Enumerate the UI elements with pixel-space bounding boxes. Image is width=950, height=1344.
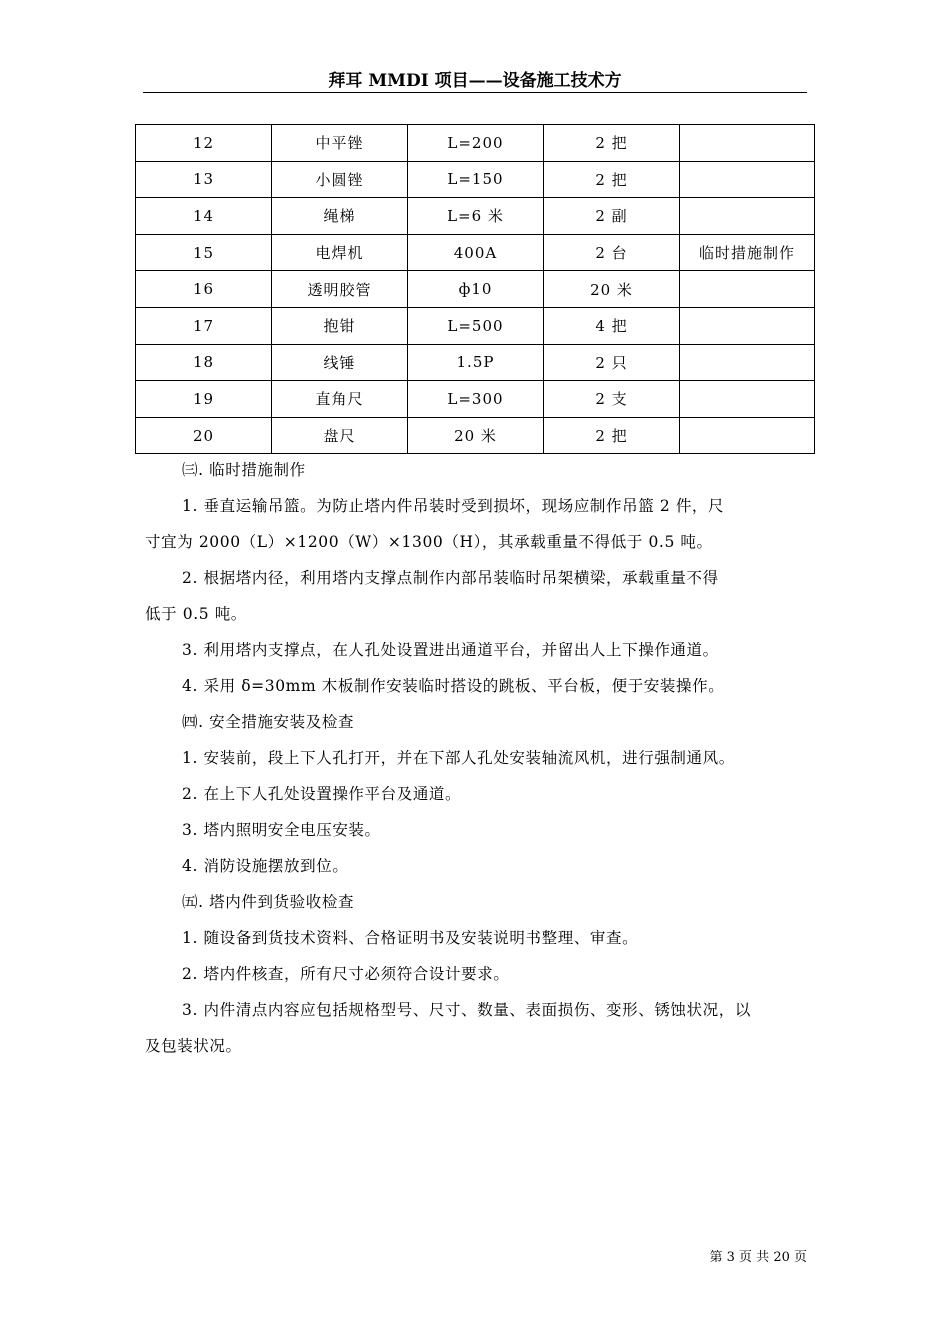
table-cell-name: 线锤 (272, 344, 408, 381)
table-cell-qty: 4 把 (544, 307, 680, 344)
table-row (136, 307, 815, 344)
paragraph-line: 及包装状况。 (145, 1037, 242, 1055)
table-cell-name: 直角尺 (272, 381, 408, 418)
table-row (136, 381, 815, 418)
section-heading-temporary-measures: ㈢. 临时措施制作 (182, 461, 306, 479)
table-cell-spec: 400A (408, 234, 544, 271)
table-cell-qty: 2 把 (544, 125, 680, 162)
paragraph-line: 1. 垂直运输吊篮。为防止塔内件吊装时受到损坏，现场应制作吊篮 2 件，尺 (182, 497, 725, 515)
table-cell-spec: L=6 米 (408, 198, 544, 235)
paragraph-line: 2. 根据塔内径，利用塔内支撑点制作内部吊装临时吊架横梁，承载重量不得 (182, 569, 719, 587)
section-heading-acceptance-check: ㈤. 塔内件到货验收检查 (182, 893, 355, 911)
table-cell-qty: 20 米 (544, 271, 680, 308)
table-cell-no: 12 (136, 125, 272, 162)
table-cell-remark (680, 344, 815, 381)
table-cell-spec: L=500 (408, 307, 544, 344)
paragraph-line: 2. 塔内件核查，所有尺寸必须符合设计要求。 (182, 965, 510, 983)
table-row (136, 198, 815, 235)
table-cell-spec: L=200 (408, 125, 544, 162)
table-cell-no: 18 (136, 344, 272, 381)
table-cell-remark (680, 307, 815, 344)
table-cell-qty: 2 台 (544, 234, 680, 271)
table-cell-qty: 2 把 (544, 417, 680, 454)
paragraph-line: 4. 消防设施摆放到位。 (182, 857, 349, 875)
table-cell-name: 抱钳 (272, 307, 408, 344)
table-cell-name: 绳梯 (272, 198, 408, 235)
header-rule (143, 92, 807, 93)
table-cell-remark (680, 381, 815, 418)
table-cell-no: 19 (136, 381, 272, 418)
page-number-footer: 第 3 页 共 20 页 (709, 1250, 807, 1265)
table-cell-no: 20 (136, 417, 272, 454)
paragraph-line: 4. 采用 δ=30mm 木板制作安装临时搭设的跳板、平台板，便于安装操作。 (182, 677, 725, 695)
table-cell-spec: 1.5P (408, 344, 544, 381)
table-cell-name: 盘尺 (272, 417, 408, 454)
paragraph-line: 3. 利用塔内支撑点，在人孔处设置进出通道平台，并留出人上下操作通道。 (182, 641, 719, 659)
body-text (145, 452, 810, 1064)
table-cell-no: 17 (136, 307, 272, 344)
table-cell-qty: 2 把 (544, 161, 680, 198)
paragraph-line: 1. 安装前，段上下人孔打开，并在下部人孔处安装轴流风机，进行强制通风。 (182, 749, 735, 767)
paragraph-line: 2. 在上下人孔处设置操作平台及通道。 (182, 785, 462, 803)
table-cell-spec: L=150 (408, 161, 544, 198)
paragraph-line: 低于 0.5 吨。 (145, 605, 247, 623)
table-cell-no: 14 (136, 198, 272, 235)
paragraph-line: 3. 内件清点内容应包括规格型号、尺寸、数量、表面损伤、变形、锈蚀状况，以 (182, 1001, 751, 1019)
table-row (136, 271, 815, 308)
paragraph-line: 1. 随设备到货技术资料、合格证明书及安装说明书整理、审查。 (182, 929, 639, 947)
table-cell-remark: 临时措施制作 (680, 234, 815, 271)
table-cell-remark (680, 161, 815, 198)
table-cell-no: 13 (136, 161, 272, 198)
table-cell-name: 电焊机 (272, 234, 408, 271)
table-cell-spec: ф10 (408, 271, 544, 308)
table-cell-spec: 20 米 (408, 417, 544, 454)
table-cell-spec: L=300 (408, 381, 544, 418)
table-cell-remark (680, 198, 815, 235)
table-cell-name: 透明胶管 (272, 271, 408, 308)
table-cell-remark (680, 125, 815, 162)
table-cell-name: 中平锉 (272, 125, 408, 162)
table-row (136, 417, 815, 454)
table-cell-no: 15 (136, 234, 272, 271)
table-row (136, 125, 815, 162)
table-row (136, 344, 815, 381)
table-cell-remark (680, 417, 815, 454)
table-row (136, 161, 815, 198)
section-heading-safety-measures: ㈣. 安全措施安装及检查 (182, 713, 355, 731)
table-cell-qty: 2 支 (544, 381, 680, 418)
table-cell-remark (680, 271, 815, 308)
paragraph-line: 寸宜为 2000（L）×1200（W）×1300（H），其承载重量不得低于 0.5 吨。 (145, 533, 713, 551)
table-cell-name: 小圆锉 (272, 161, 408, 198)
table-row (136, 234, 815, 271)
tools-table (135, 124, 815, 454)
table-cell-no: 16 (136, 271, 272, 308)
table-cell-qty: 2 副 (544, 198, 680, 235)
paragraph-line: 3. 塔内照明安全电压安装。 (182, 821, 381, 839)
document-header-title: 拜耳 MMDI 项目——设备施工技术方 (328, 71, 622, 91)
table-cell-qty: 2 只 (544, 344, 680, 381)
